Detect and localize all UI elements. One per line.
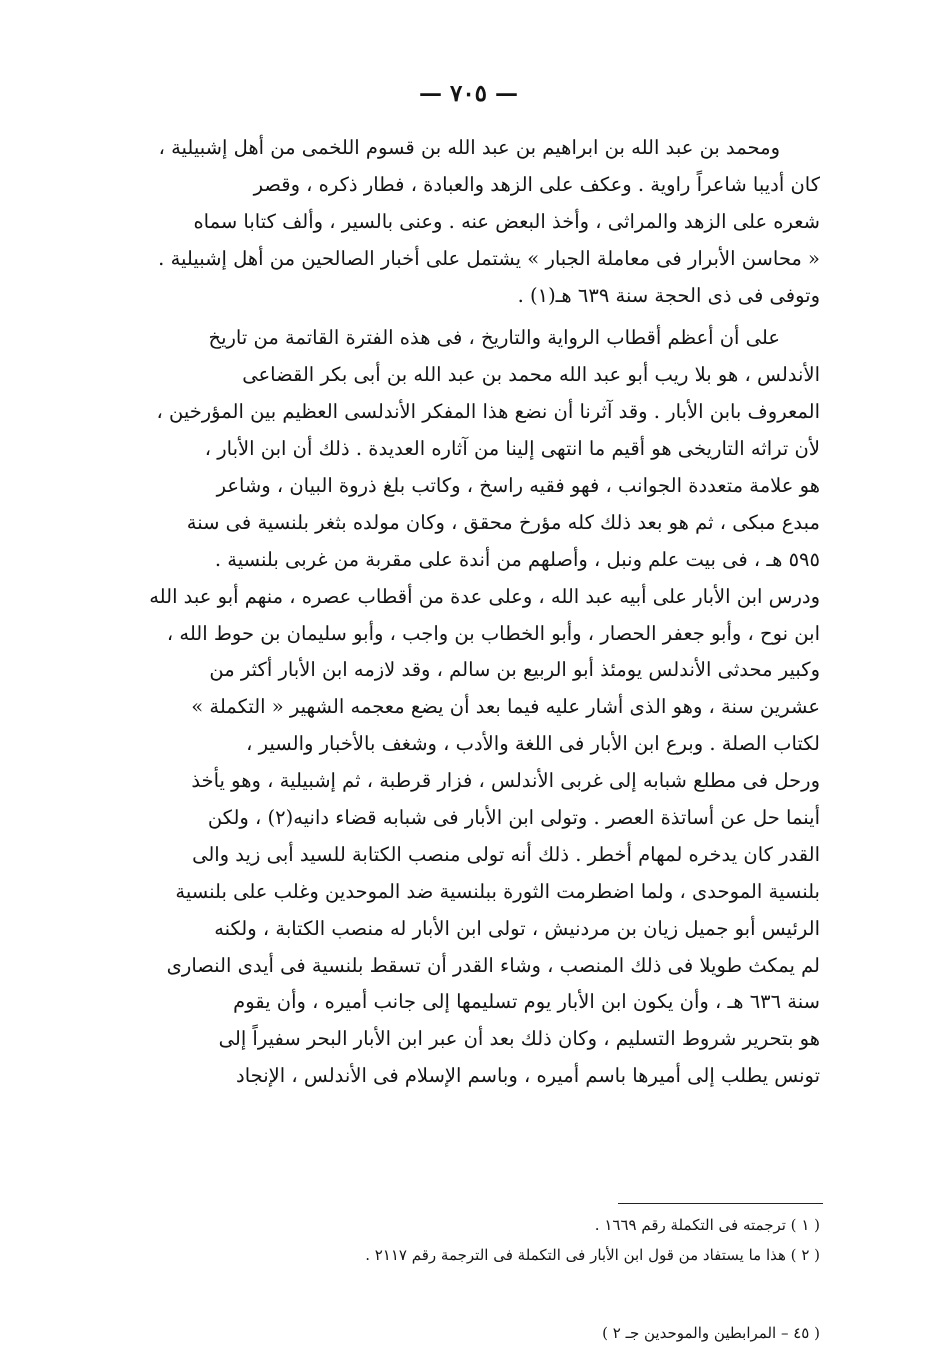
text-line: عشرين سنة ، وهو الذى أشار عليه فيما بعد أن يضع معجمه الشهير « التكملة »	[191, 695, 820, 719]
paragraph-2	[115, 320, 820, 1095]
text-line: الرئيس أبو جميل زيان بن مردنيش ، تولى ابن الأبار له منصب الكتابة ، ولكنه	[214, 916, 820, 940]
text-line: ومحمد بن عبد الله بن ابراهيم بن عبد الله بن قسوم اللخمى من أهل إشبيلية ،	[158, 136, 780, 159]
text-line: لم يمكث طويلا فى ذلك المنصب ، وشاء القدر أن تسقط بلنسية فى أيدى النصارى	[166, 953, 820, 977]
text-line: القدر كان يدخره لمهام أخطر . ذلك أنه تولى منصب الكتابة للسيد أبى زيد والى	[192, 842, 820, 866]
footnotes	[115, 1210, 820, 1270]
footnote-2: ( ٢ ) هذا ما يستفاد من قول ابن الأبار فى التكملة فى الترجمة رقم ٢١١٧ .	[365, 1246, 820, 1264]
text-line: لأن تراثه التاريخى هو أقيم ما انتهى إلينا من آثاره العديدة . ذلك أن ابن الأبار ،	[204, 437, 820, 461]
text-line: الأندلس ، هو بلا ريب أبو عبد الله محمد بن عبد الله بن أبى بكر القضاعى	[242, 363, 820, 387]
text-line: تونس يطلب إلى أميرها باسم أميره ، وباسم الإسلام فى الأندلس ، الإنجاد	[236, 1064, 820, 1088]
footnote-1: ( ١ ) ترجمته فى التكملة رقم ١٦٦٩ .	[594, 1216, 820, 1234]
text-line: هو بتحرير شروط التسليم ، وكان ذلك بعد أن عبر ابن الأبار البحر سفيراً إلى	[218, 1027, 820, 1051]
text-line: لكتاب الصلة . وبرع ابن الأبار فى اللغة والأدب ، وشغف بالأخبار والسير ،	[246, 732, 820, 756]
text-line: وتوفى فى ذى الحجة سنة ٦٣٩ هـ(١) .	[517, 283, 820, 307]
text-line: أينما حل عن أساتذة العصر . وتولى ابن الأبار فى شبابه قضاء دانيه(٢) ، ولكن	[207, 806, 820, 830]
text-line: ودرس ابن الأبار على أبيه عبد الله ، وعلى عدة من أقطاب عصره ، منهم أبو عبد الله	[149, 584, 820, 608]
text-line: شعره على الزهد والمراثى ، وأخذ البعض عنه . وعنى بالسير ، وألف كتابا سماه	[193, 209, 820, 233]
text-line: سنة ٦٣٦ هـ ، وأن يكون ابن الأبار يوم تسليمها إلى جانب أميره ، وأن يقوم	[233, 990, 820, 1014]
paragraph-1	[115, 130, 820, 314]
text-line: المعروف بابن الأبار . وقد آثرنا أن نضع هذا المفكر الأندلسى العظيم بين المؤرخين ،	[156, 400, 820, 424]
page-number: — ٧٠٥ —	[418, 80, 519, 107]
body-text	[115, 130, 820, 1095]
text-line: « محاسن الأبرار فى معاملة الجبار » يشتمل على أخبار الصالحين من أهل إشبيلية .	[158, 246, 820, 270]
text-line: ٥٩٥ هـ ، فى بيت علم ونبل ، وأصلهم من أندة على مقربة من غربى بلنسية .	[214, 547, 820, 571]
text-line: هو علامة متعددة الجوانب ، فهو فقيه راسخ ، وكاتب بلغ ذروة البيان ، وشاعر	[216, 474, 820, 498]
text-line: مبدع مبكى ، ثم هو بعد ذلك كله مؤرخ محقق ، وكان مولده بثغر بلنسية فى سنة	[186, 510, 820, 534]
text-line: ورحل فى مطلع شبابه إلى غربى الأندلس ، فزار قرطبة ، ثم إشبيلية ، وهو يأخذ	[191, 769, 820, 793]
footnote-divider	[618, 1203, 823, 1204]
signature-mark: ( ٤٥ – المرابطين والموحدين جـ ٢ )	[602, 1324, 820, 1342]
text-line: كان أديبا شاعراً راوية . وعكف على الزهد والعبادة ، فطار ذكره ، وقصر	[253, 172, 820, 196]
text-line: بلنسية الموحدى ، ولما اضطرمت الثورة ببلنسية ضد الموحدين وغلب على بلنسية	[175, 879, 820, 903]
text-line: ابن نوح ، وأبو جعفر الحصار ، وأبو الخطاب بن واجب ، وأبو سليمان بن حوط الله ،	[166, 621, 820, 645]
text-line: على أن أعظم أقطاب الرواية والتاريخ ، فى هذه الفترة القاتمة من تاريخ	[208, 326, 780, 350]
text-line: وكبير محدثى الأندلس يومئذ أبو الربيع بن سالم ، وقد لازمه ابن الأبار أكثر من	[209, 658, 820, 682]
